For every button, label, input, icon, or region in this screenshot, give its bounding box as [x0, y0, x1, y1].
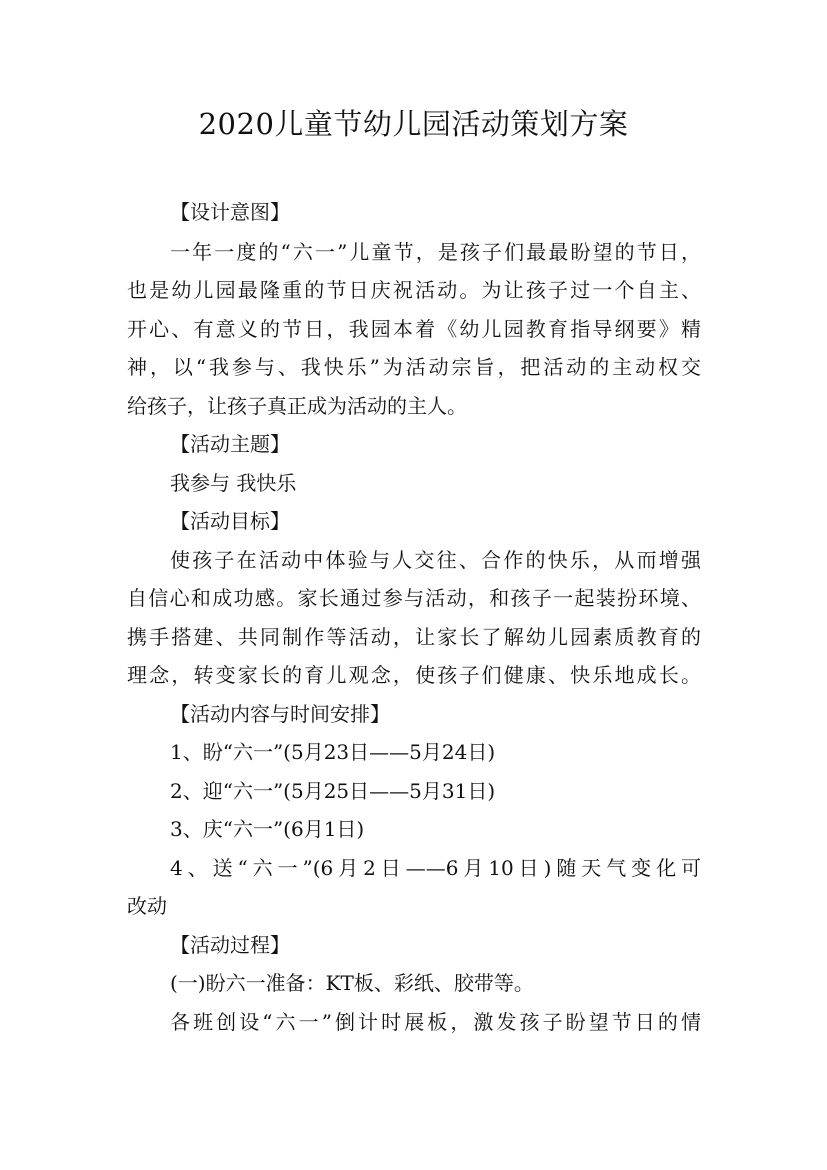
- list-item: 2、迎“六一”(5月25日——5月31日): [170, 779, 496, 803]
- section-heading-schedule: 【活动内容与时间安排】: [170, 702, 390, 726]
- paragraph-line: 给孩子，让孩子真正成为活动的主人。: [127, 394, 467, 418]
- paragraph-line: 自信心和成功感。家长通过参与活动，和孩子一起装扮环境、: [127, 586, 701, 610]
- paragraph-line: (一)盼六一准备：KT板、彩纸、胶带等。: [170, 971, 534, 995]
- paragraph-line: 也是幼儿园最隆重的节日庆祝活动。为让孩子过一个自主、: [127, 278, 701, 302]
- paragraph-line: 携手搭建、共同制作等活动，让家长了解幼儿园素质教育的: [127, 625, 701, 649]
- section-heading-process: 【活动过程】: [170, 933, 290, 957]
- paragraph-line: 我参与 我快乐: [170, 471, 297, 495]
- paragraph-line: 开心、有意义的节日，我园本着《幼儿园教育指导纲要》精: [127, 317, 701, 341]
- paragraph-line: 神，以“我参与、我快乐”为活动宗旨，把活动的主动权交: [127, 355, 701, 379]
- section-heading-theme: 【活动主题】: [170, 432, 290, 456]
- section-heading-design-intent: 【设计意图】: [170, 200, 290, 224]
- paragraph-line: 各班创设“六一”倒计时展板，激发孩子盼望节日的情: [170, 1010, 701, 1034]
- list-item-continuation: 改动: [127, 894, 167, 918]
- section-heading-goals: 【活动目标】: [170, 509, 290, 533]
- paragraph-line: 一年一度的“六一”儿童节，是孩子们最最盼望的节日，: [170, 240, 701, 264]
- paragraph-line: 使孩子在活动中体验与人交往、合作的快乐，从而增强: [170, 548, 701, 572]
- document-title: 2020儿童节幼儿园活动策划方案: [198, 107, 629, 141]
- list-item: 3、庆“六一”(6月1日): [170, 817, 365, 841]
- list-item: 4、送“六一”(6月2日——6月10日)随天气变化可: [170, 856, 701, 880]
- paragraph-line: 理念，转变家长的育儿观念，使孩子们健康、快乐地成长。: [127, 663, 701, 687]
- list-item: 1、盼“六一”(5月23日——5月24日): [170, 740, 496, 764]
